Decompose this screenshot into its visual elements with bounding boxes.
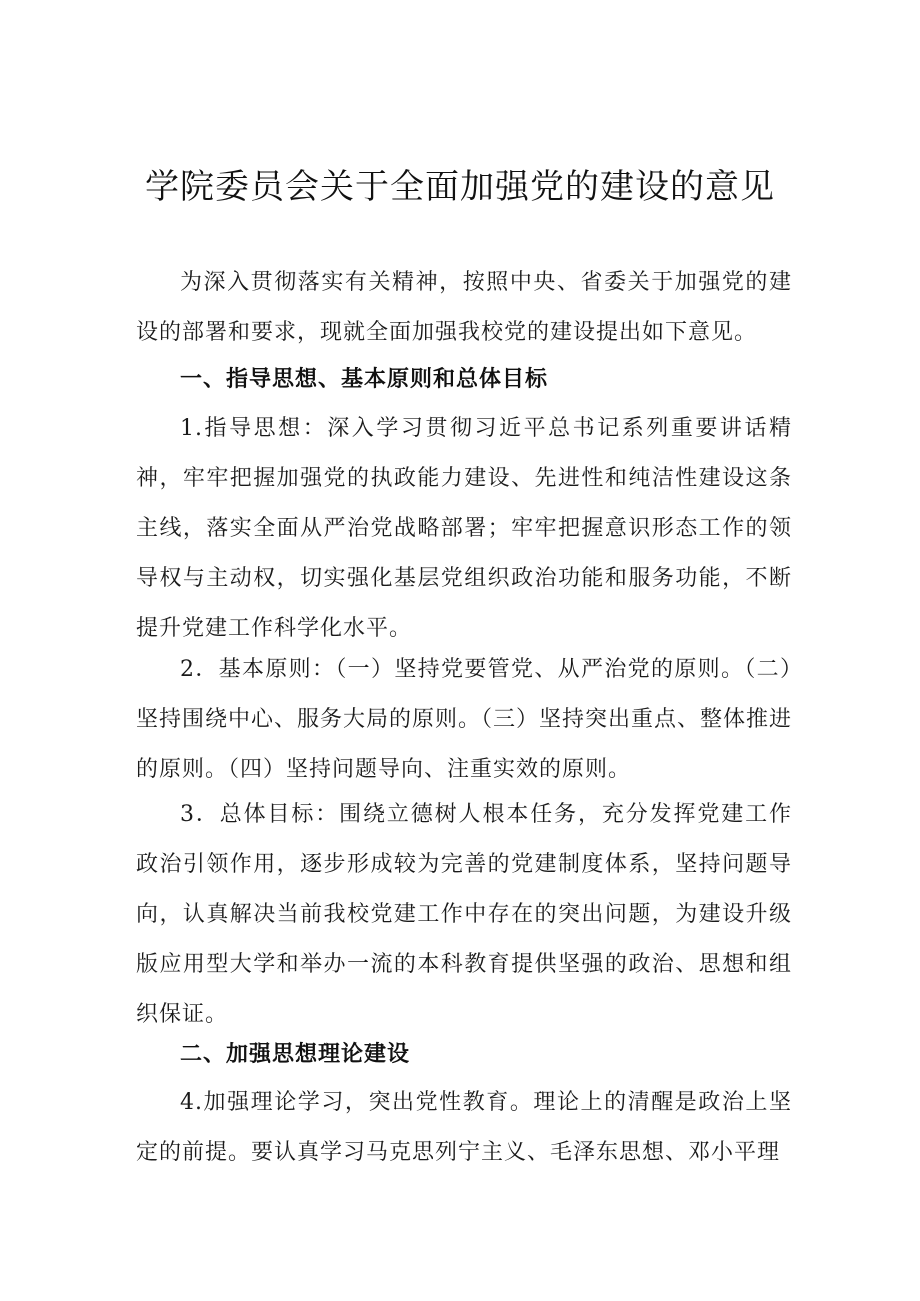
paragraph-guiding-ideology: 1.指导思想：深入学习贯彻习近平总书记系列重要讲话精神，牢牢把握加强党的执政能力建设、先进性和纯洁性建设这条主线，落实全面从严治党战略部署；牢牢把握意识形态工作的领导权与主动权，切实强化基层党组织政治功能和服务功能，不断提升党建工作科学化水平。 bbox=[136, 416, 792, 641]
intro-paragraph: 为深入贯彻落实有关精神，按照中央、省委关于加强党的建设的部署和要求，现就全面加强我校党的建设提出如下意见。 bbox=[136, 270, 792, 345]
paragraph-overall-goals: 3．总体目标：围绕立德树人根本任务，充分发挥党建工作政治引领作用，逐步形成较为完善的党建制度体系，坚持问题导向，认真解决当前我校党建工作中存在的突出问题，为建设升级版应用型大学和举办一流的本科教育提供坚强的政治、思想和组织保证。 bbox=[136, 802, 792, 1027]
section-heading-2: 二、加强思想理论建设 bbox=[180, 1042, 411, 1067]
document-title: 学院委员会关于全面加强党的建设的意见 bbox=[145, 167, 775, 207]
section-heading-1: 一、指导思想、基本原则和总体目标 bbox=[180, 367, 549, 392]
paragraph-theory-study: 4.加强理论学习，突出党性教育。理论上的清醒是政治上坚定的前提。要认真学习马克思列宁主义、毛泽东思想、邓小平理 bbox=[136, 1090, 792, 1165]
paragraph-basic-principles: 2．基本原则：（一）坚持党要管党、从严治党的原则。（二）坚持围绕中心、服务大局的原则。（三）坚持突出重点、整体推进的原则。（四）坚持问题导向、注重实效的原则。 bbox=[136, 657, 793, 782]
